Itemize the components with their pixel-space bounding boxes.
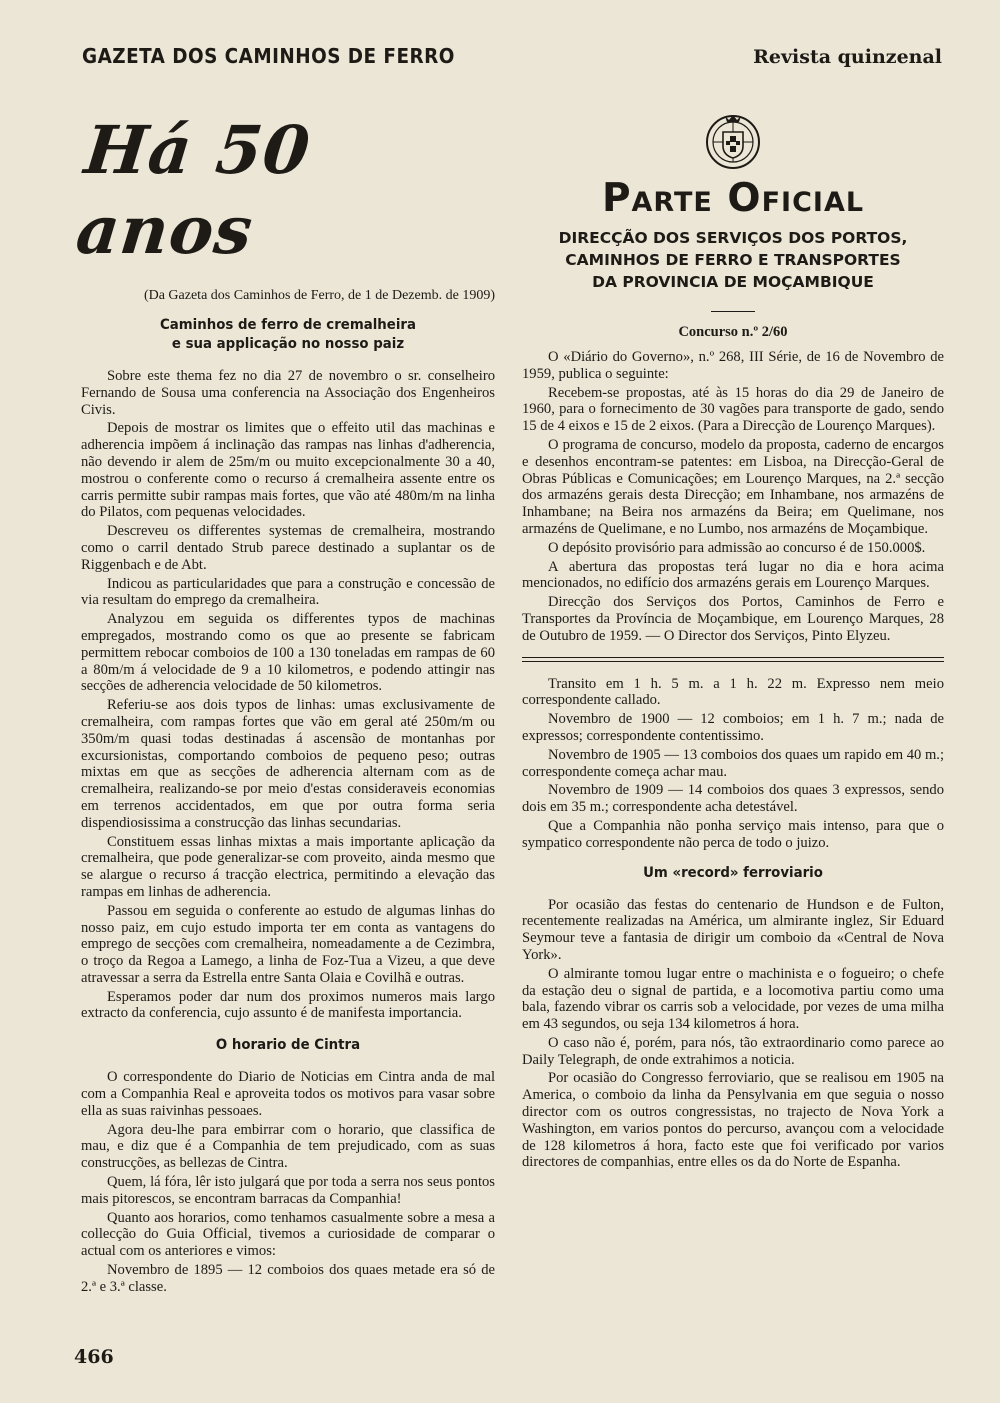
paragraph: Quanto aos horarios, como tenhamos casualmente sobre a mesa a collecção do Guia Official, tivemos a curiosidade de comparar o actual com os anteriores e vimos: — [81, 1209, 495, 1260]
paragraph: Indicou as particularidades que para a construção e concessão de via resultam do emprego da cremalheira. — [81, 575, 495, 609]
paragraph: Descreveu os differentes systemas de cremalheira, mostrando como o carril dentado Strub parece destinado a suplantar os de Riggenbach e de Abt. — [81, 523, 495, 573]
paragraph: O «Diário do Governo», n.º 268, III Série, de 16 de Novembro de 1959, publica o seguinte: — [522, 349, 944, 382]
section-heading-ha-50-anos: Há 50 anos — [72, 111, 315, 269]
paragraph: Novembro de 1905 — 13 comboios dos quaes um rapido em 40 m.; correspondente começa achar mau. — [522, 746, 945, 780]
paragraph: Passou em seguida o conferente ao estudo de algumas linhas do nosso paiz, em cujo estudo importa ter em conta as vantagens do emprego de secções com cremalheira, nomeadamente a de Cezimbra, o troço da Regoa a Lamego, a linha de Foz-Tua a Vizeu, a que deve atravessar a serra da Estrella entre Santa Olaia e Covilhã e outras. — [81, 902, 495, 986]
parte-oficial-heading: Parte Oficial — [601, 176, 865, 221]
direccao-line: DIRECÇÃO DOS SERVIÇOS DOS PORTOS, — [558, 229, 908, 247]
article-title-record: Um «record» ferroviario — [643, 864, 823, 881]
paragraph: Quem, lá fóra, lêr isto julgará que por toda a serra nos seus pontos mais pitorescos, se encontram barracas da Companhia! — [81, 1174, 495, 1207]
journal-subtitle: Revista quinzenal — [753, 46, 942, 68]
page-number: 466 — [74, 1346, 114, 1368]
direccao-heading — [522, 227, 944, 293]
article-title-text: Caminhos de ferro de cremalheira e sua applicação no nosso paiz — [159, 317, 417, 352]
paragraph: Novembro de 1895 — 12 comboios dos quaes metade era só de 2.ª e 3.ª classe. — [81, 1262, 495, 1295]
paragraph: O caso não é, porém, para nós, tão extraordinario como parece ao Daily Telegraph, de onde extrahimos a noticia. — [522, 1034, 944, 1068]
article-body-horario-cintra — [81, 1069, 495, 1295]
official-notice-body — [522, 349, 944, 645]
article-body-cremalheira — [81, 368, 495, 1022]
paragraph: Direcção dos Serviços dos Portos, Caminhos de Ferro e Transportes da Província de Moçambique, em Lourenço Marques, 28 de Outubro de 1959. — O Director dos Serviços, Pinto Elyzeu. — [522, 594, 944, 644]
journal-title: GAZETA DOS CAMINHOS DE FERRO — [82, 44, 455, 68]
paragraph: Novembro de 1900 — 12 comboios; em 1 h. 7 m.; nada de expressos; correspondente contentissimo. — [522, 711, 944, 744]
paragraph: Por ocasião do Congresso ferroviario, que se realisou em 1905 na America, o comboio da linha da Pensylvania em que seguia o nosso director com os outros congressistas, no trajecto de Nova York a Washington, em varios pontos do percurso, avançou com a velocidade de 128 kilometros á hora, facto este que foi verificado por varios directores de companhias, entre elles os da do Norte de Espanha. — [522, 1070, 944, 1171]
paragraph: Agora deu-lhe para embirrar com o horario, que classifica de mau, e diz que é a Companhia de tem prejudicado, com as suas construcções, as bellezas de Cintra. — [81, 1121, 495, 1172]
divider — [711, 311, 755, 312]
article-title-cremalheira — [98, 316, 479, 354]
paragraph: O almirante tomou lugar entre o machinista e o fogueiro; o chefe da estação deu o signal de partida, e a locomotiva partiu como uma bala, fazendo vibrar os carris sob a velocidade, por vezes de uma milha em 43 segundos, ou seja 134 kilometros á hora. — [522, 965, 944, 1033]
portuguese-coat-of-arms-icon — [702, 110, 764, 170]
paragraph: O programa de concurso, modelo da proposta, caderno de encargos e desenhos encontram-se patentes: em Lisboa, na Direcção-Geral de Obras Públicas e Comunicações; em Lourenço Marques, na 2.ª secção dos armazéns gerais desta Direcção; em Inhambane, nos armazéns de Inhambane; na Beira nos armazéns da Beira; em Quelimane, nos armazéns de Quelimane, e no Lumbo, nos armazéns de Moçambique. — [522, 436, 944, 537]
paragraph: O correspondente do Diario de Noticias em Cintra anda de mal com a Companhia Real e aproveita todos os motivos para vasar sobre ella as suas raivinhas pessoaes. — [81, 1069, 495, 1119]
paragraph: Referiu-se aos dois typos de linhas: umas exclusivamente de cremalheira, com rampas fortes que vão em geral até 250m/m ou 350m/m quasi todas destinadas á ascensão de montanhas por excursionistas, comportando comboios de pequeno peso; outras mixtas em que as secções de adherencia alternam com as de cremalheira, realizando-se por meio d'estas consideraveis economias em terrenos accidentados, em que por outra forma seria dispendiosissima a construcção das linhas secundarias. — [81, 697, 495, 831]
left-column — [72, 110, 495, 1298]
paragraph: A abertura das propostas terá lugar no dia e hora acima mencionados, no edifício dos armazéns gerais em Lourenço Marques. — [522, 558, 944, 592]
paragraph: Por ocasião das festas do centenario de Hundson e de Fulton, recentemente realizadas na América, um almirante inglez, Sir Eduard Seymour teve a fantasia de dirigir um comboio da «Central de Nova York». — [522, 896, 944, 963]
paragraph: Que a Companhia não ponha serviço mais intenso, para que o sympatico correspondente não perca de todo o juizo. — [522, 817, 944, 851]
paragraph: Analyzou em seguida os differentes typos de machinas empregados, mostrando como os que ao presente se fabricam permittem rebocar comboios de 100 a 130 toneladas em rampas de 60 a 80m/m á velocidade de 9 a 10 kilometros, e podendo attingir nas secções de adherencia velocidade de 50 kilometros. — [81, 611, 495, 695]
concurso-number: Concurso n.º 2/60 — [678, 324, 788, 340]
paragraph: Esperamos poder dar num dos proximos numeros mais largo extracto da conferencia, cujo assunto é de manifesta importancia. — [81, 988, 495, 1022]
paragraph: Depois de mostrar os limites que o effeito util das machinas e adherencia impõem á inclinação das rampas nas linhas d'adherencia, não devendo ir alem de 25m/m ou muito excepcionalmente 30 a 40, mostrou o conferente como o recurso á cremalheira assente entre os carris permitte subir rampas mais fortes, que vão até 480m/m na linha do Pilatos, com pequenas velocidades. — [81, 420, 495, 521]
paragraph: Sobre este thema fez no dia 27 de novembro o sr. conselheiro Fernando de Sousa uma conferencia na Associação dos Engenheiros Civis. — [81, 368, 495, 418]
direccao-line: CAMINHOS DE FERRO E TRANSPORTES — [565, 251, 901, 269]
source-note: (Da Gazeta dos Caminhos de Ferro, de 1 de Dezemb. de 1909) — [143, 288, 495, 303]
double-divider — [522, 657, 944, 662]
paragraph: Constituem essas linhas mixtas a mais importante aplicação da cremalheira, que pode generalizar-se com proveito, ainda mesmo que se alargue o recurso á tracção electrica, permitindo a elevação das rampas em linhas de adherencia. — [81, 833, 495, 900]
paragraph: Transito em 1 h. 5 m. a 1 h. 22 m. Expresso nem meio correspondente callado. — [522, 675, 944, 709]
paragraph: O depósito provisório para admissão ao concurso é de 150.000$. — [548, 539, 926, 556]
direccao-line: DA PROVINCIA DE MOÇAMBIQUE — [592, 273, 874, 291]
paragraph: Novembro de 1909 — 14 comboios dos quaes 3 expressos, sendo dois em 35 m.; correspondente acha detestável. — [522, 782, 944, 816]
right-column — [522, 110, 944, 1173]
paragraph: Recebem-se propostas, até às 15 horas do dia 29 de Janeiro de 1960, para o fornecimento de 30 vagões para transporte de gado, sendo 15 de 4 eixos e 15 de 2 eixos. (Para a Direcção de Lourenço Marques). — [522, 384, 944, 435]
article-title-horario-cintra: O horario de Cintra — [215, 1037, 361, 1054]
article-body-record — [522, 897, 944, 1172]
horario-continuation-body — [522, 676, 944, 852]
